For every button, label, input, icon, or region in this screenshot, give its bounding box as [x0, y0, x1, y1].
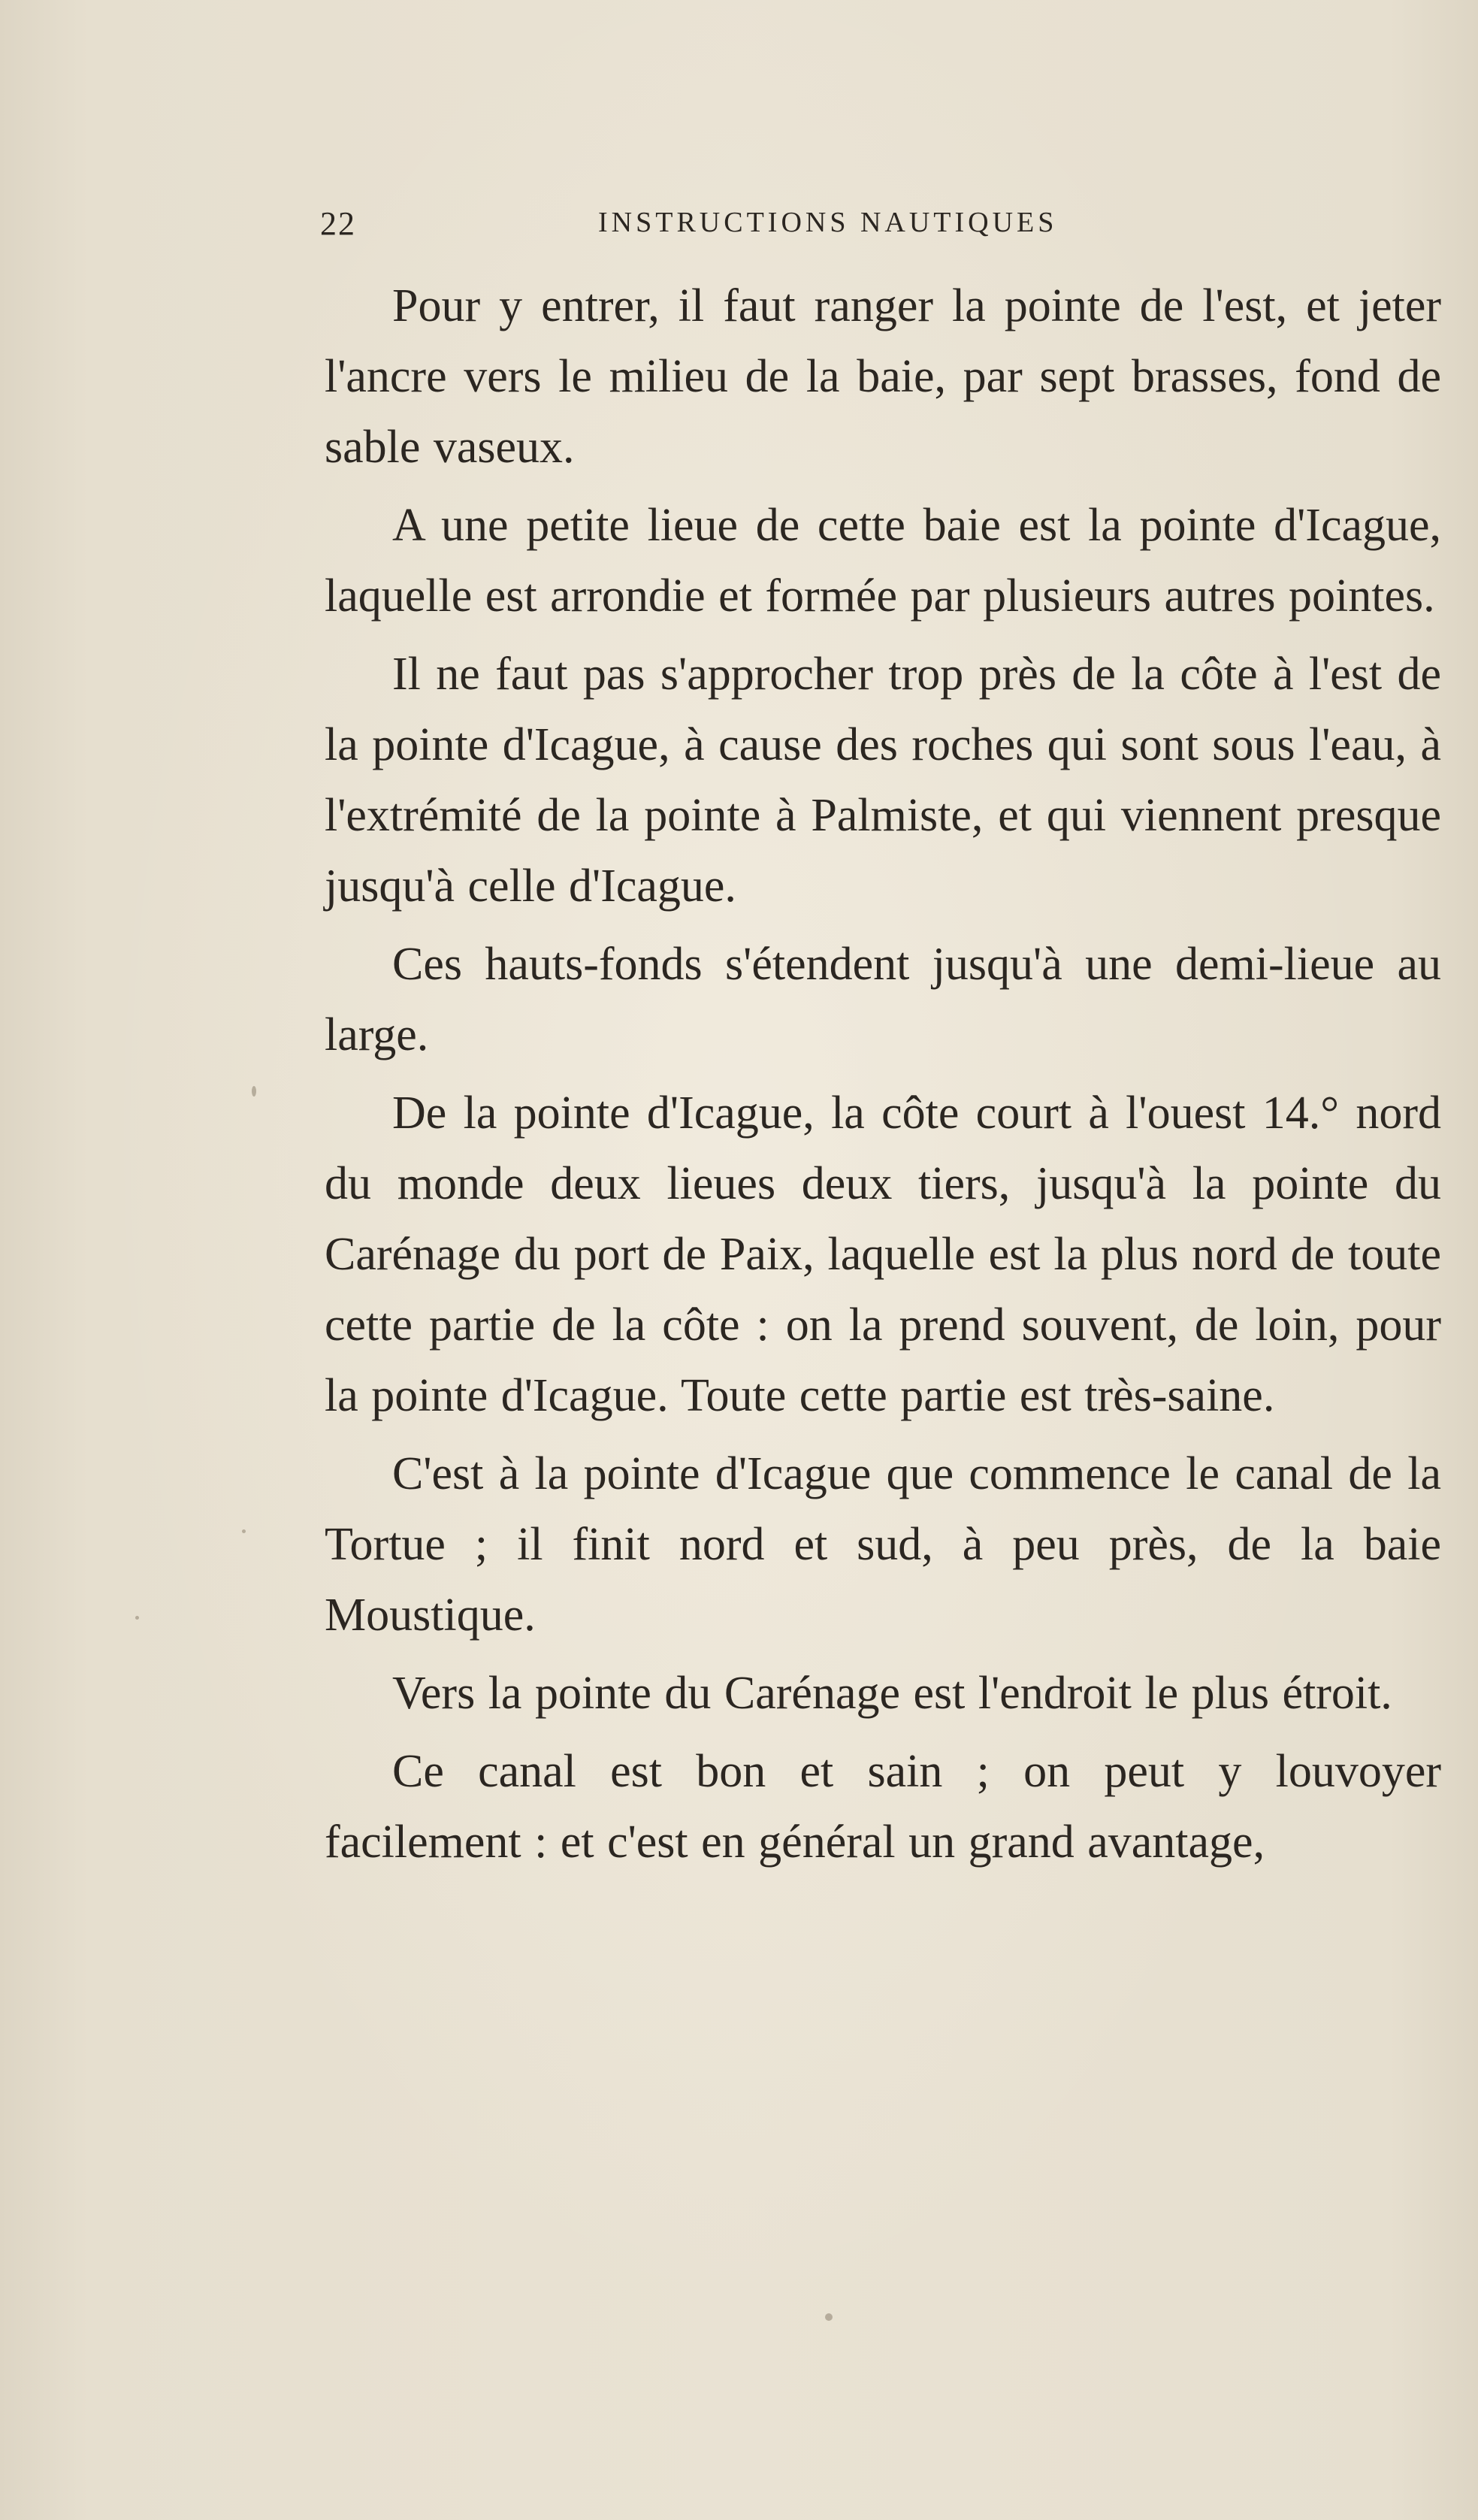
running-title: INSTRUCTIONS NAUTIQUES — [598, 207, 1058, 238]
body-text — [325, 271, 1441, 1885]
paper-speck — [825, 2313, 833, 2321]
paragraph: Vers la pointe du Carénage est l'endroit le plus étroit. — [392, 1668, 1392, 1719]
paragraph: De la pointe d'Icague, la côte court à l'ouest 14.° nord du monde deux lieues deux tiers, jusqu'à la pointe du Carénage du port de Paix, laquelle est la plus nord de toute cette partie de la côte : on la prend souvent, de loin, pour la pointe d'Icague. Toute cette partie est très-saine. — [325, 1088, 1441, 1421]
paper-speck — [135, 1616, 139, 1620]
paragraph: Il ne faut pas s'approcher trop près de la côte à l'est de la pointe d'Icague, à cause des roches qui sont sous l'eau, à l'extrémité de la pointe à Palmiste, et qui viennent presque jusqu'à celle d'Icague. — [325, 649, 1441, 912]
paragraph: Ces hauts-fonds s'étendent jusqu'à une demi-lieue au large. — [325, 939, 1441, 1060]
paragraph: A une petite lieue de cette baie est la pointe d'Icague, laquelle est arrondie et formée par plusieurs autres pointes. — [325, 500, 1441, 622]
running-head — [320, 204, 1162, 250]
paragraph: Pour y entrer, il faut ranger la pointe de l'est, et jeter l'ancre vers le milieu de la baie, par sept brasses, fond de sable vaseux. — [325, 280, 1441, 473]
page-number: 22 — [320, 205, 356, 242]
paragraph: C'est à la pointe d'Icague que commence le canal de la Tortue ; il finit nord et sud, à peu près, de la baie Moustique. — [325, 1448, 1441, 1641]
paper-speck — [242, 1529, 246, 1533]
paragraph: Ce canal est bon et sain ; on peut y louvoyer facilement : et c'est en général un grand avantage, — [325, 1746, 1441, 1868]
paper-speck — [252, 1086, 256, 1097]
